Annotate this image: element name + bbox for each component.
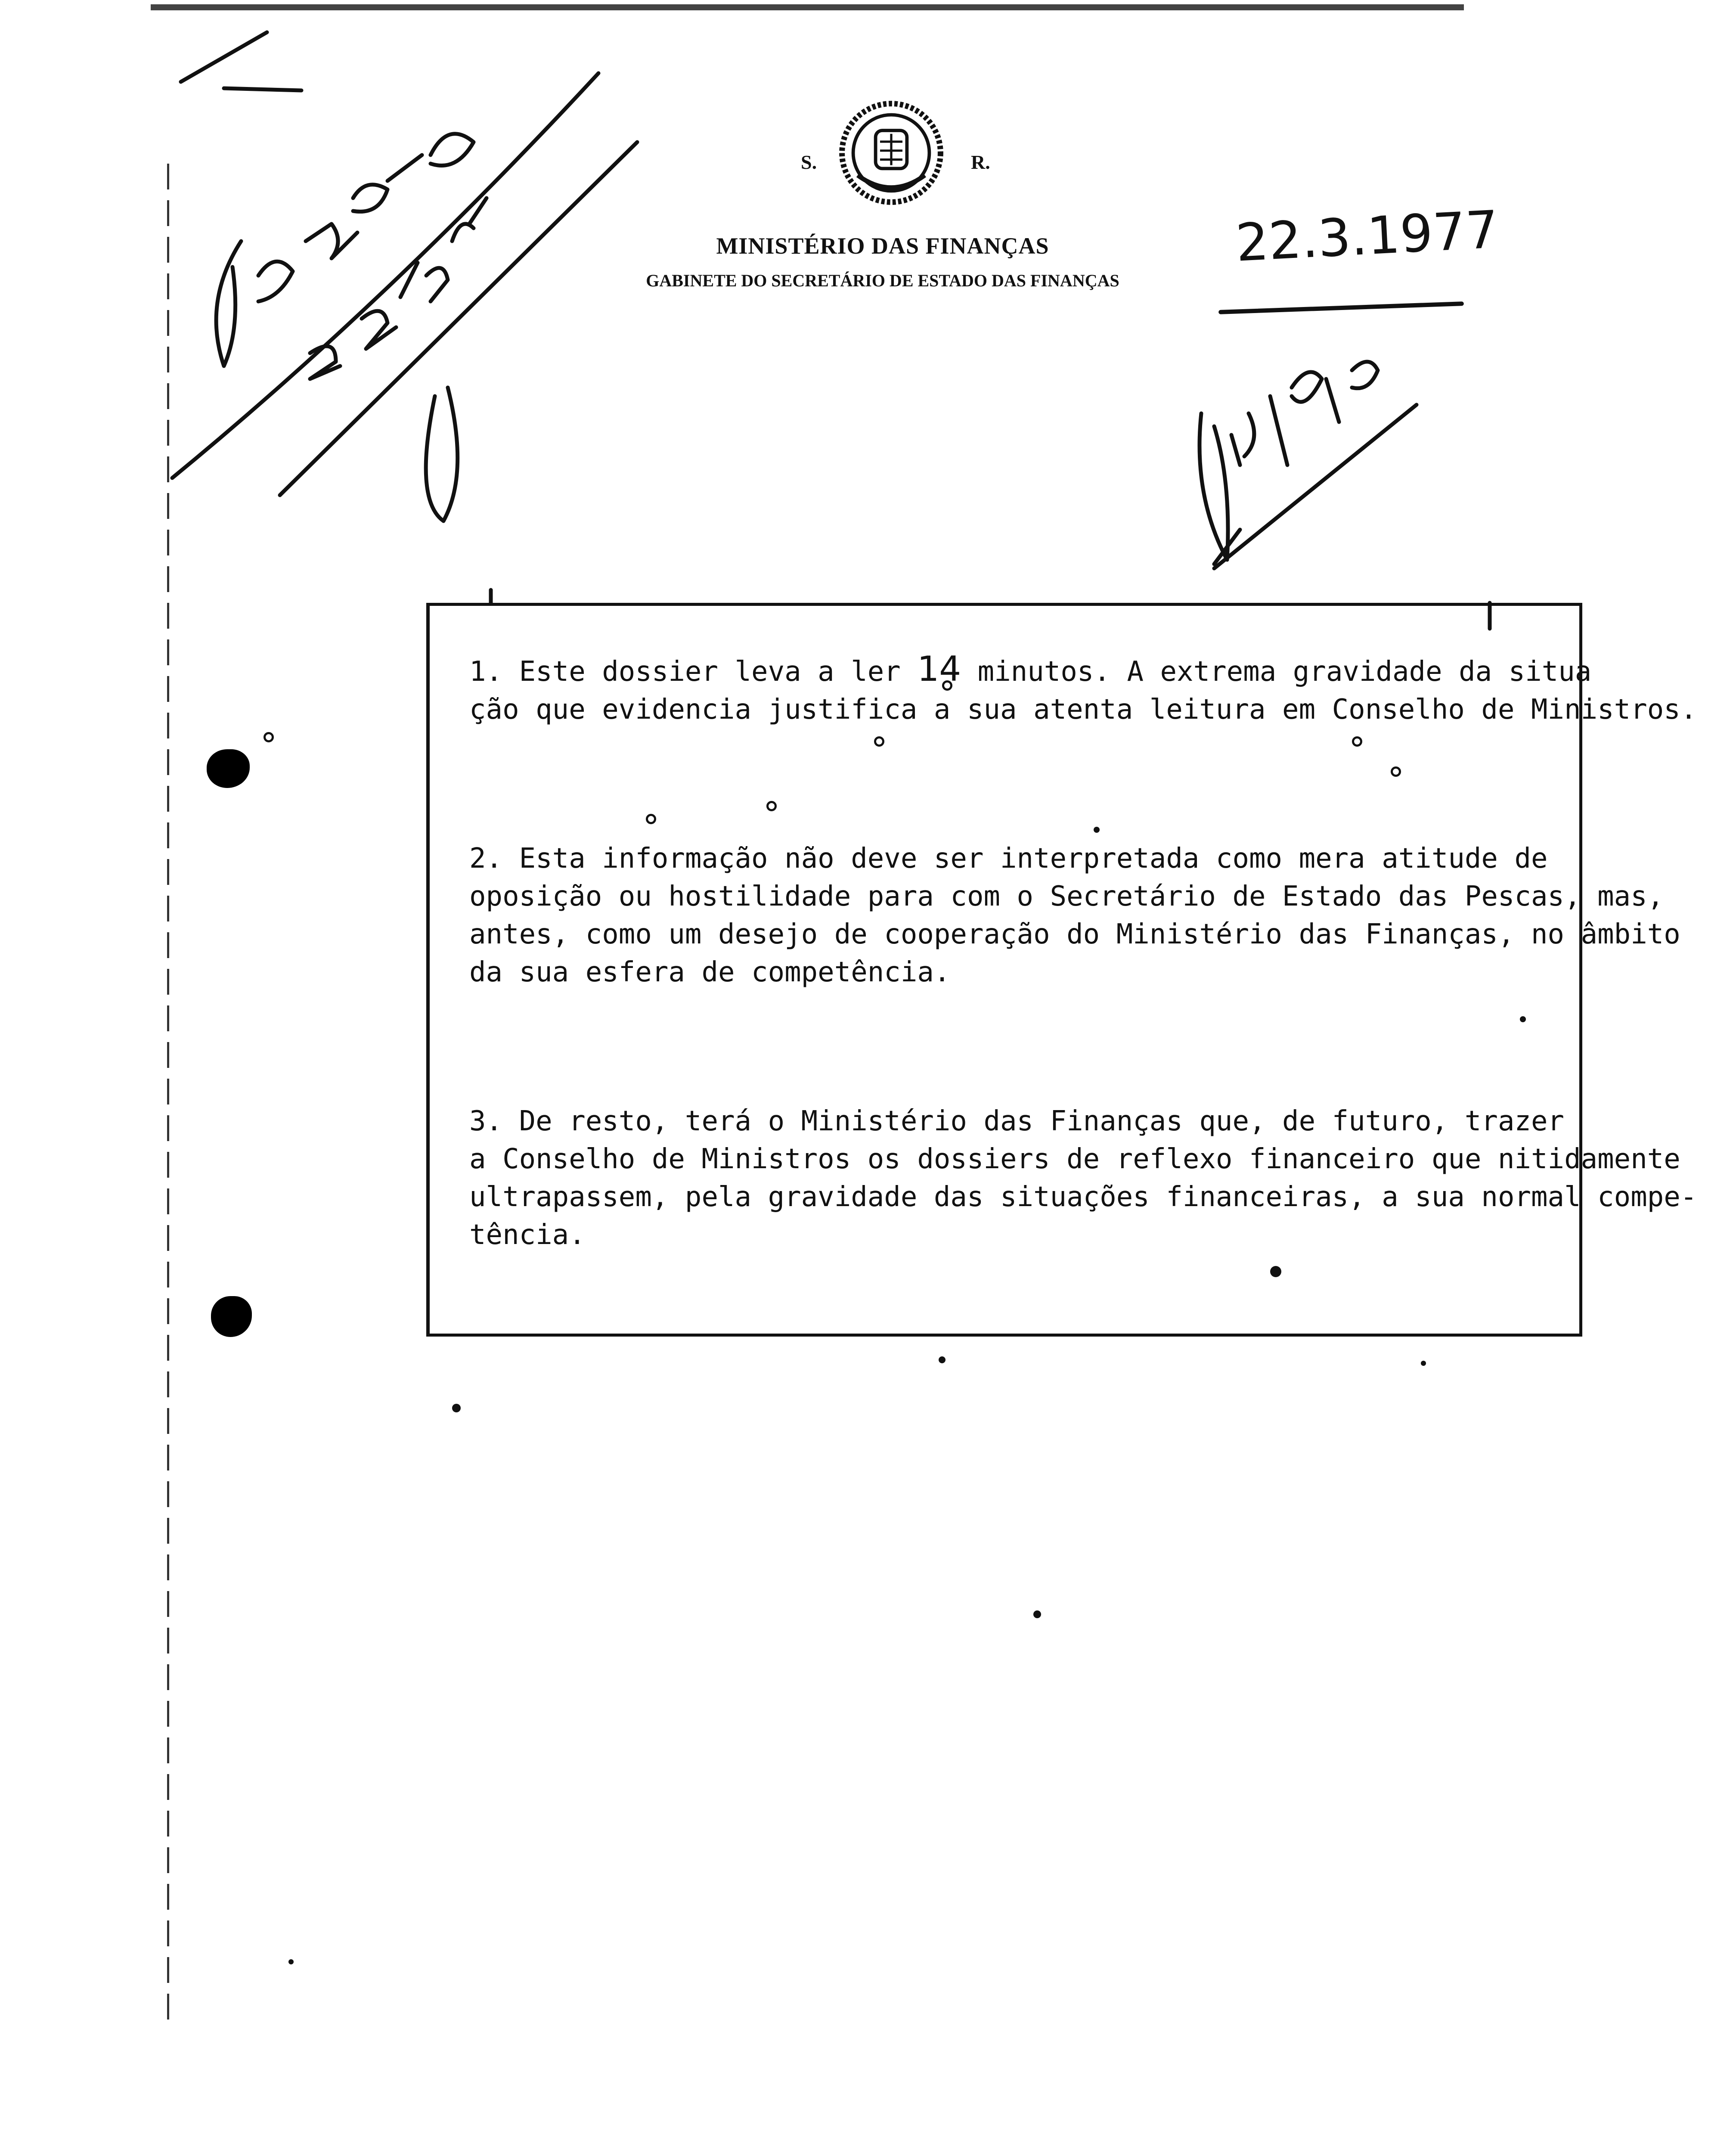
paragraph-1 xyxy=(469,649,1697,729)
p2-line3: antes, como um desejo de cooperação do Ministério das Finanças, no âmbito xyxy=(469,918,1680,950)
scan-speck xyxy=(942,680,952,691)
p3-line4: tência. xyxy=(469,1219,586,1251)
scan-speck xyxy=(1033,1610,1041,1618)
p1-line1-after: minutos. A extrema gravidade da situa xyxy=(961,656,1592,688)
scan-speck xyxy=(264,732,274,742)
ministry-title: MINISTÉRIO DAS FINANÇAS xyxy=(716,233,1049,259)
scan-speck xyxy=(288,1959,294,1964)
handwritten-date: 22.3.1977 xyxy=(1234,200,1500,273)
scan-speck xyxy=(1094,827,1100,833)
handwritten-minutes: 14 xyxy=(917,649,961,689)
p2-line1: 2. Esta informação não deve ser interpretada como mera atitude de xyxy=(469,843,1548,875)
scan-speck xyxy=(1391,766,1401,777)
cabinet-subtitle: GABINETE DO SECRETÁRIO DE ESTADO DAS FINANÇAS xyxy=(646,271,1119,290)
p2-line4: da sua esfera de competência. xyxy=(469,956,951,988)
paragraph-2 xyxy=(469,840,1680,991)
scan-speck xyxy=(1520,1016,1526,1022)
scan-speck xyxy=(766,801,777,811)
p1-line2: ção que evidencia justifica a sua atenta leitura em Conselho de Ministros. xyxy=(469,694,1697,726)
paragraph-3 xyxy=(469,1102,1697,1254)
scan-speck xyxy=(939,1356,946,1363)
p3-line2: a Conselho de Ministros os dossiers de reflexo financeiro que nitidamente xyxy=(469,1143,1680,1175)
scan-speck xyxy=(452,1404,461,1412)
scan-speck xyxy=(1421,1361,1426,1366)
p3-line3: ultrapassem, pela gravidade das situações financeiras, a sua normal compe- xyxy=(469,1181,1697,1213)
scan-speck xyxy=(1352,736,1362,747)
p3-line1: 3. De resto, terá o Ministério das Finanças que, de futuro, trazer xyxy=(469,1105,1565,1137)
letterhead-left-mark: S. xyxy=(801,151,817,173)
letterhead-right-mark: R. xyxy=(971,151,990,173)
p2-line2: oposição ou hostilidade para com o Secretário de Estado das Pescas, mas, xyxy=(469,881,1664,912)
p1-line1-before: 1. Este dossier leva a ler xyxy=(469,656,918,688)
scan-speck xyxy=(874,736,884,747)
scan-speck xyxy=(646,814,656,824)
scan-speck xyxy=(1270,1266,1281,1277)
